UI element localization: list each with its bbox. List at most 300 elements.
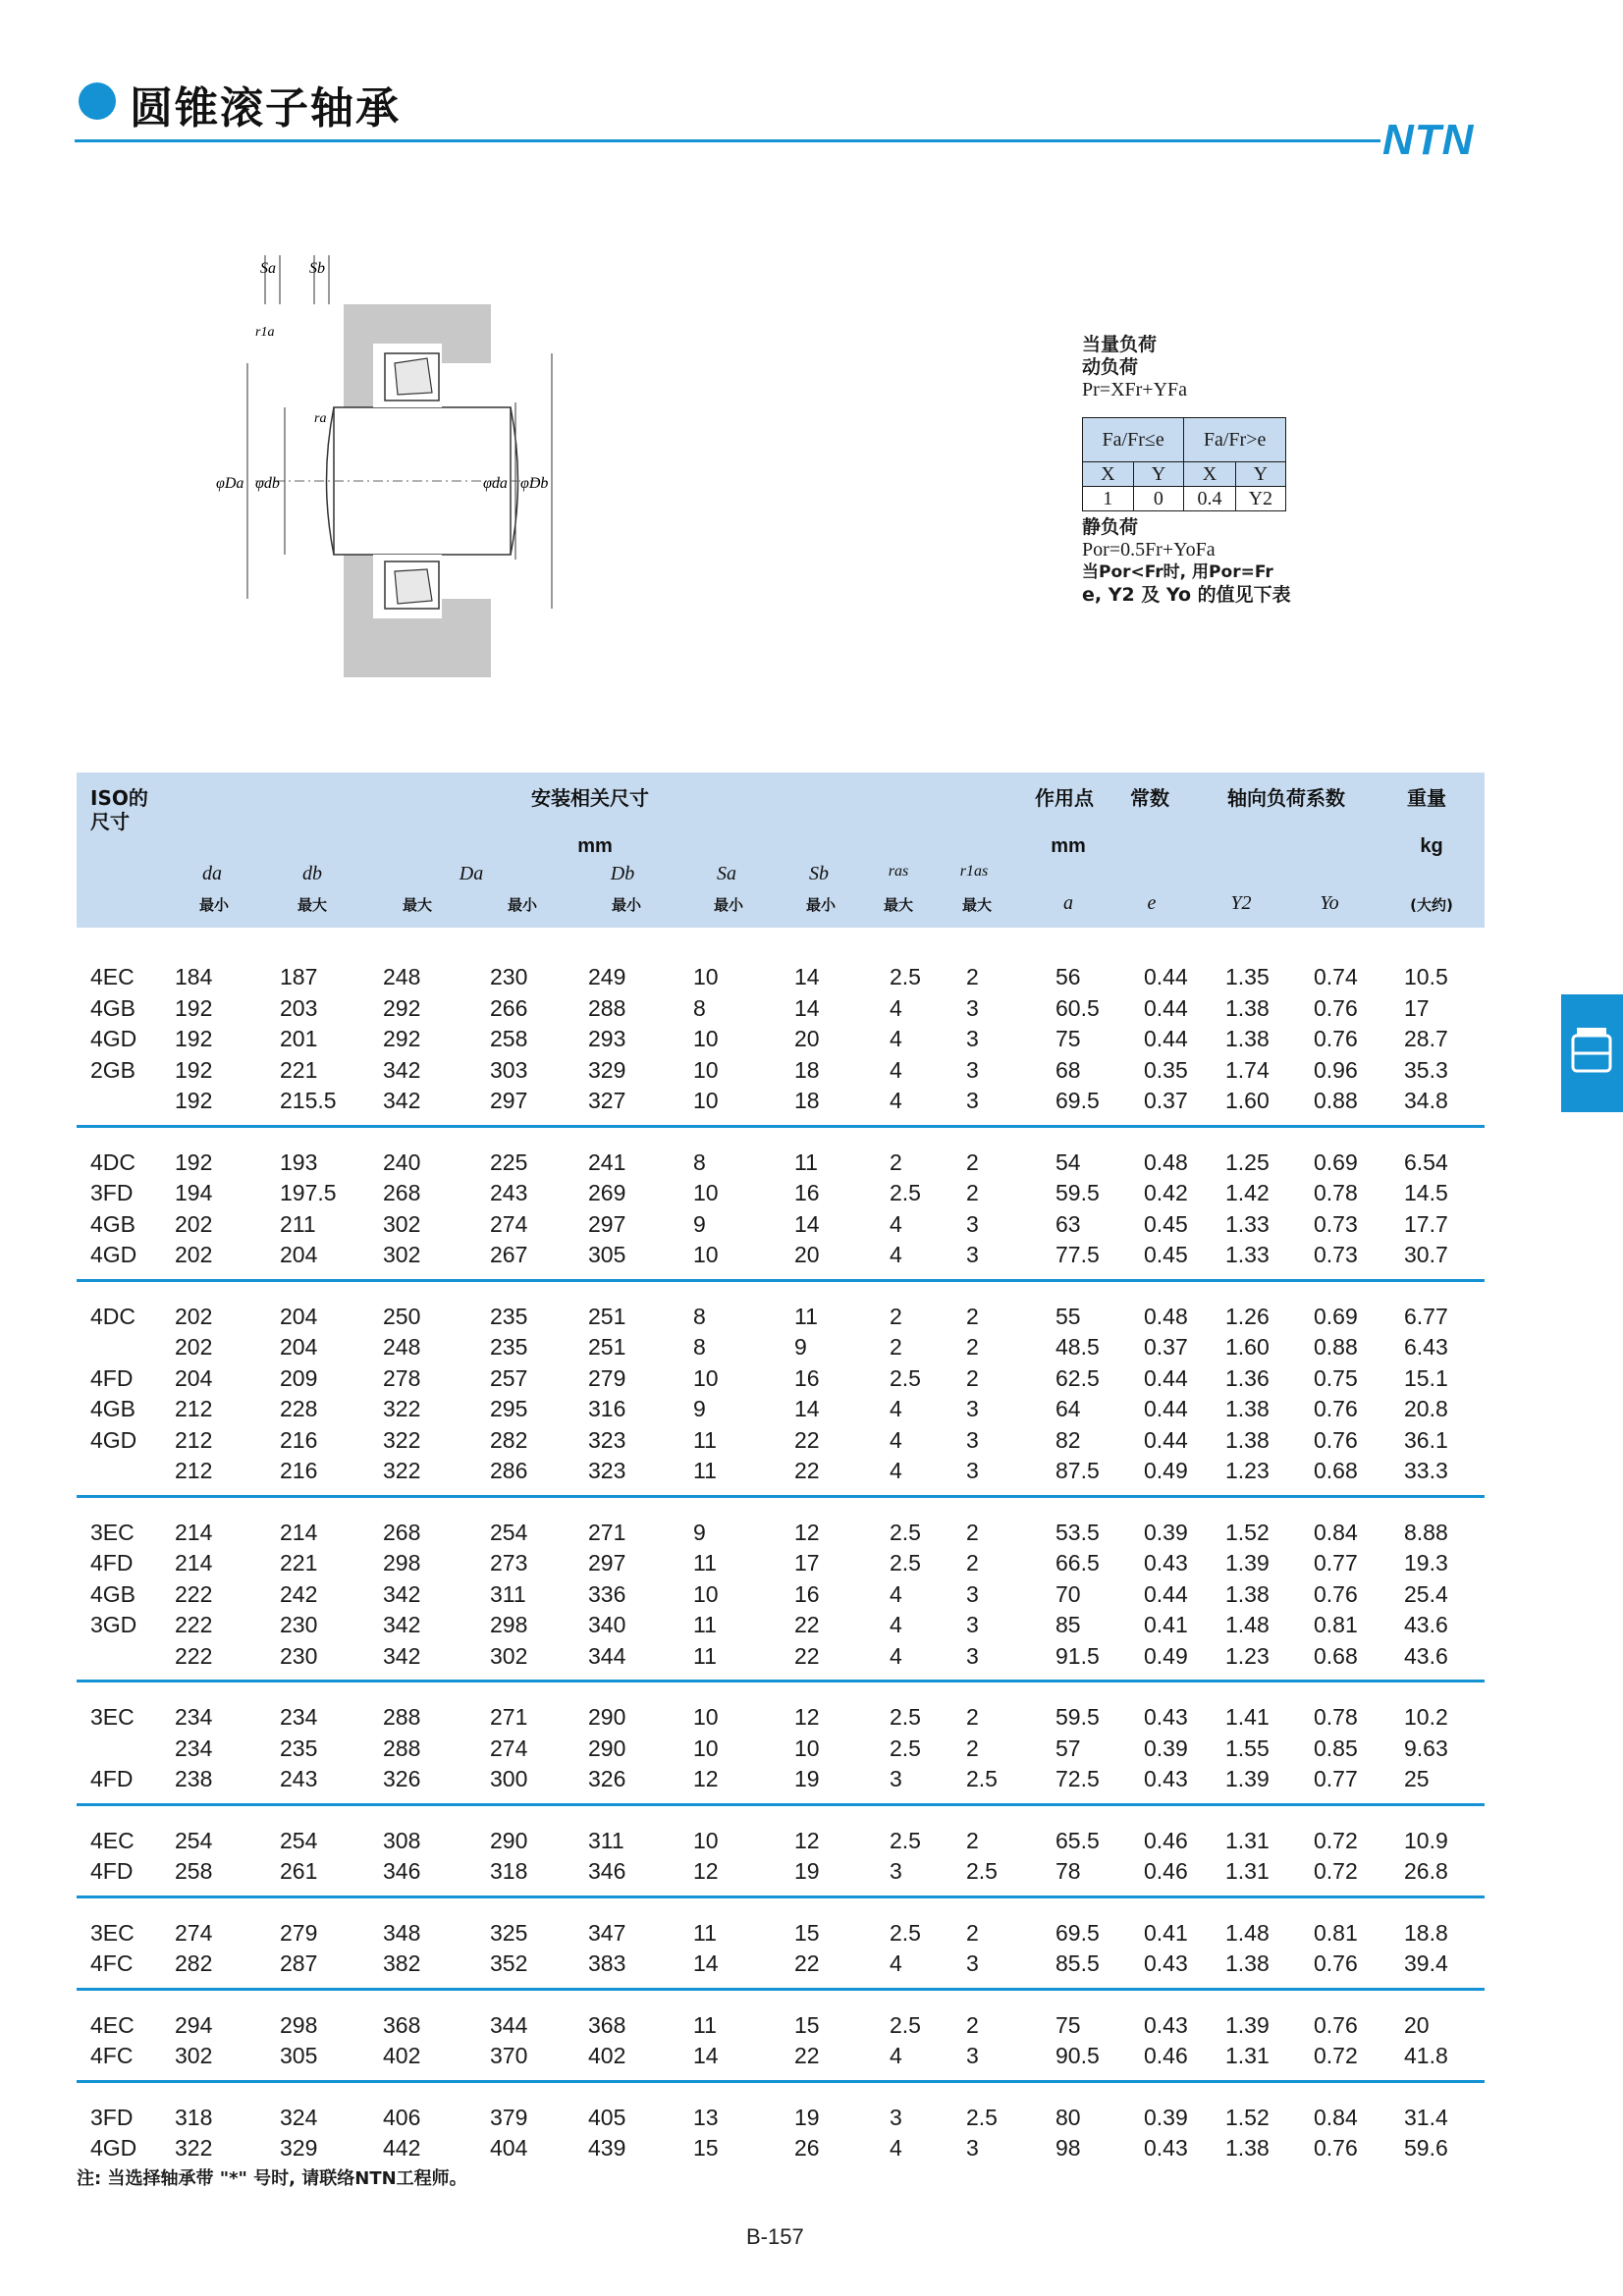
- table-cell: 2.5: [890, 1735, 921, 1761]
- table-cell: 1.26: [1225, 1303, 1270, 1329]
- table-cell: 4FD: [90, 1766, 134, 1791]
- table-cell: 316: [588, 1396, 626, 1421]
- table-cell: 4: [890, 1210, 902, 1237]
- table-cell: 1.39: [1225, 2011, 1270, 2038]
- table-row: [77, 962, 1485, 992]
- table-cell: 0.39: [1144, 2104, 1188, 2130]
- table-cell: 329: [280, 2135, 318, 2161]
- table-cell: 53.5: [1055, 1519, 1100, 1545]
- sym-ras: ras: [888, 863, 909, 880]
- table-cell: 3: [966, 1242, 979, 1267]
- table-cell: 2: [966, 1148, 979, 1175]
- table-cell: 65.5: [1055, 1827, 1100, 1853]
- table-cell: 3FD: [90, 2104, 134, 2130]
- table-cell: 3: [966, 1950, 979, 1976]
- table-cell: 324: [280, 2104, 318, 2130]
- table-cell: 25.4: [1404, 1580, 1448, 1607]
- sub-ras-max: 最大: [883, 896, 914, 914]
- table-cell: 0.96: [1314, 1056, 1358, 1083]
- table-cell: 4FD: [90, 1550, 134, 1575]
- table-cell: 2: [966, 1180, 979, 1205]
- table-cell: 26: [794, 2135, 820, 2161]
- table-cell: 0.84: [1314, 2104, 1358, 2130]
- table-cell: 14.5: [1404, 1180, 1448, 1205]
- col-y2: Y: [1235, 462, 1285, 487]
- table-cell: 404: [490, 2135, 528, 2161]
- table-row: [77, 1548, 1485, 1578]
- unit-mm-a: mm: [1051, 835, 1086, 857]
- table-cell: 203: [280, 994, 318, 1021]
- table-cell: 261: [280, 1858, 318, 1884]
- val-y1: 0: [1133, 487, 1184, 511]
- table-cell: 202: [175, 1334, 213, 1360]
- table-cell: 2.5: [890, 2011, 921, 2038]
- table-cell: 0.72: [1314, 2043, 1358, 2068]
- table-cell: 22: [794, 1642, 820, 1669]
- table-cell: 352: [490, 1950, 528, 1976]
- table-cell: 318: [175, 2104, 213, 2130]
- table-cell: 4: [890, 1056, 902, 1083]
- table-cell: 3: [966, 1642, 979, 1669]
- table-cell: 1.55: [1225, 1735, 1270, 1761]
- table-cell: 2: [966, 1827, 979, 1853]
- table-cell: 2: [966, 2011, 979, 2038]
- table-cell: 346: [588, 1858, 626, 1884]
- table-cell: 3: [966, 1056, 979, 1083]
- static-load-block: [1082, 516, 1377, 607]
- table-cell: 325: [490, 1919, 528, 1946]
- table-cell: 10: [693, 1056, 719, 1083]
- table-cell: 2.5: [890, 1364, 921, 1391]
- table-cell: 77.5: [1055, 1242, 1100, 1267]
- table-cell: 14: [794, 994, 820, 1021]
- table-cell: 0.43: [1144, 1704, 1188, 1730]
- table-cell: 4GB: [90, 994, 136, 1021]
- table-cell: 4: [890, 1026, 902, 1051]
- table-cell: 212: [175, 1458, 213, 1483]
- table-cell: 4DC: [90, 1148, 136, 1175]
- table-cell: 288: [383, 1704, 421, 1730]
- table-cell: 273: [490, 1550, 528, 1575]
- table-cell: 326: [588, 1766, 626, 1791]
- table-cell: 0.46: [1144, 1858, 1188, 1884]
- table-cell: 15: [794, 1919, 820, 1946]
- table-cell: 3GD: [90, 1612, 137, 1637]
- table-cell: 11: [693, 1612, 717, 1637]
- table-cell: 0.39: [1144, 1735, 1188, 1761]
- val-y2: Y2: [1235, 487, 1285, 511]
- table-cell: 12: [794, 1827, 820, 1853]
- table-cell: 192: [175, 1056, 213, 1083]
- mounting-diagram-svg: [216, 245, 579, 687]
- sub-da-min: 最小: [198, 896, 230, 914]
- table-cell: 20: [794, 1026, 820, 1051]
- table-cell: 36.1: [1404, 1426, 1448, 1453]
- table-cell: 241: [588, 1148, 626, 1175]
- table-cell: 290: [588, 1735, 626, 1761]
- table-cell: 1.35: [1225, 964, 1270, 989]
- table-cell: 11: [693, 1919, 717, 1946]
- table-cell: 297: [588, 1550, 626, 1575]
- header-weight: 重量: [1407, 786, 1446, 810]
- table-cell: 340: [588, 1612, 626, 1637]
- table-cell: 347: [588, 1919, 626, 1946]
- table-cell: 274: [175, 1919, 213, 1946]
- table-cell: 19: [794, 1858, 820, 1884]
- table-cell: 22: [794, 1458, 820, 1483]
- table-cell: 202: [175, 1210, 213, 1237]
- table-cell: 383: [588, 1950, 626, 1976]
- table-cell: 243: [280, 1766, 318, 1791]
- table-cell: 3: [966, 1088, 979, 1113]
- table-cell: 9: [794, 1334, 807, 1360]
- table-cell: 22: [794, 1426, 820, 1453]
- table-cell: 298: [490, 1612, 528, 1637]
- table-cell: 214: [175, 1519, 213, 1545]
- table-cell: 192: [175, 1088, 213, 1113]
- table-cell: 4GB: [90, 1396, 136, 1421]
- table-cell: 4: [890, 1642, 902, 1669]
- table-cell: 0.42: [1144, 1180, 1188, 1205]
- table-row: [77, 1764, 1485, 1794]
- table-cell: 295: [490, 1396, 528, 1421]
- table-cell: 72.5: [1055, 1766, 1100, 1791]
- table-cell: 56: [1055, 964, 1081, 989]
- table-cell: 1.39: [1225, 1766, 1270, 1791]
- table-cell: 4EC: [90, 964, 135, 989]
- table-cell: 10: [693, 964, 719, 989]
- label-Da: φDa: [216, 475, 244, 492]
- table-cell: 221: [280, 1056, 318, 1083]
- table-cell: 69.5: [1055, 1919, 1100, 1946]
- table-cell: 1.38: [1225, 1396, 1270, 1421]
- table-cell: 4: [890, 1426, 902, 1453]
- housing-shape-bottom: [442, 599, 491, 677]
- table-cell: 4GD: [90, 1026, 137, 1051]
- table-cell: 0.72: [1314, 1827, 1358, 1853]
- table-cell: 1.31: [1225, 1827, 1270, 1853]
- table-cell: 290: [588, 1704, 626, 1730]
- static-load-title: 静负荷: [1082, 516, 1139, 538]
- table-cell: 4GB: [90, 1210, 136, 1237]
- table-cell: 342: [383, 1580, 421, 1607]
- table-cell: 75: [1055, 1026, 1081, 1051]
- section-tab[interactable]: [1561, 994, 1623, 1112]
- table-row: [77, 2010, 1485, 2041]
- table-cell: 25: [1404, 1766, 1430, 1791]
- table-cell: 66.5: [1055, 1550, 1100, 1575]
- table-cell: 214: [280, 1519, 318, 1545]
- table-cell: 15: [794, 2011, 820, 2038]
- table-cell: 12: [693, 1858, 719, 1884]
- table-cell: 222: [175, 1642, 213, 1669]
- table-cell: 26.8: [1404, 1858, 1448, 1884]
- table-cell: 368: [383, 2011, 421, 2038]
- group-separator: [77, 1125, 1485, 1128]
- table-cell: 257: [490, 1364, 528, 1391]
- table-cell: 1.48: [1225, 1919, 1270, 1946]
- table-row: [77, 1456, 1485, 1486]
- table-cell: 43.6: [1404, 1612, 1448, 1637]
- sym-Yo: Yo: [1320, 892, 1339, 914]
- table-cell: 1.38: [1225, 1026, 1270, 1051]
- label-db: φdb: [255, 475, 280, 492]
- table-row: [77, 1024, 1485, 1054]
- table-cell: 4: [890, 1396, 902, 1421]
- table-cell: 204: [280, 1334, 318, 1360]
- footnote: 注: 当选择轴承带 "*" 号时, 请联络NTN工程师。: [77, 2168, 467, 2189]
- table-cell: 274: [490, 1210, 528, 1237]
- table-cell: 0.72: [1314, 1858, 1358, 1884]
- label-Db: φDb: [520, 475, 549, 492]
- group-separator: [77, 1896, 1485, 1898]
- table-cell: 0.49: [1144, 1642, 1188, 1669]
- table-cell: 382: [383, 1950, 421, 1976]
- table-cell: 0.76: [1314, 994, 1358, 1021]
- table-cell: 8: [693, 1303, 706, 1329]
- table-cell: 1.25: [1225, 1148, 1270, 1175]
- table-cell: 0.88: [1314, 1088, 1358, 1113]
- header-mounting-dims: 安装相关尺寸: [531, 786, 649, 810]
- table-cell: 39.4: [1404, 1950, 1448, 1976]
- table-cell: 212: [175, 1396, 213, 1421]
- table-cell: 348: [383, 1919, 421, 1946]
- table-row: [77, 1579, 1485, 1610]
- table-cell: 0.43: [1144, 1550, 1188, 1575]
- table-cell: 0.73: [1314, 1210, 1358, 1237]
- table-cell: 302: [490, 1642, 528, 1669]
- table-cell: 1.31: [1225, 1858, 1270, 1884]
- table-cell: 266: [490, 994, 528, 1021]
- table-cell: 342: [383, 1612, 421, 1637]
- table-cell: 405: [588, 2104, 626, 2130]
- table-cell: 271: [490, 1704, 528, 1730]
- sym-Sb: Sb: [809, 863, 829, 884]
- cond-gt-e: Fa/Fr>e: [1184, 418, 1286, 462]
- table-cell: 3: [966, 1458, 979, 1483]
- table-cell: 62.5: [1055, 1364, 1100, 1391]
- table-cell: 235: [490, 1303, 528, 1329]
- table-cell: 2.5: [966, 1858, 998, 1884]
- table-cell: 379: [490, 2104, 528, 2130]
- table-cell: 282: [490, 1426, 528, 1453]
- table-cell: 344: [490, 2011, 528, 2038]
- table-cell: 82: [1055, 1426, 1081, 1453]
- sym-Sa: Sa: [717, 863, 736, 884]
- table-cell: 10: [693, 1735, 719, 1761]
- table-cell: 214: [175, 1550, 213, 1575]
- table-cell: 250: [383, 1303, 421, 1329]
- table-cell: 3: [890, 1858, 902, 1884]
- table-cell: 3: [966, 2043, 979, 2068]
- table-cell: 258: [490, 1026, 528, 1051]
- table-cell: 1.23: [1225, 1458, 1270, 1483]
- table-cell: 0.88: [1314, 1334, 1358, 1360]
- table-cell: 31.4: [1404, 2104, 1448, 2130]
- group-separator: [77, 2080, 1485, 2083]
- table-cell: 204: [175, 1364, 213, 1391]
- table-row: [77, 1302, 1485, 1332]
- table-cell: 57: [1055, 1735, 1081, 1761]
- table-cell: 0.43: [1144, 2135, 1188, 2161]
- table-cell: 342: [383, 1642, 421, 1669]
- table-cell: 318: [490, 1858, 528, 1884]
- page-number: B-157: [746, 2224, 804, 2249]
- table-cell: 2.5: [890, 1704, 921, 1730]
- table-cell: 230: [280, 1642, 318, 1669]
- unit-mm: mm: [577, 835, 613, 857]
- table-cell: 0.77: [1314, 1766, 1358, 1791]
- equivalent-load-block: [1082, 334, 1337, 401]
- table-cell: 2GB: [90, 1056, 136, 1083]
- table-cell: 235: [280, 1735, 318, 1761]
- table-cell: 10: [693, 1364, 719, 1391]
- table-cell: 342: [383, 1056, 421, 1083]
- table-cell: 4EC: [90, 1827, 135, 1853]
- table-cell: 230: [490, 964, 528, 989]
- table-cell: 11: [693, 1642, 717, 1669]
- table-cell: 10: [693, 1088, 719, 1113]
- table-row: [77, 1055, 1485, 1086]
- table-cell: 0.81: [1314, 1919, 1358, 1946]
- table-cell: 3: [966, 1210, 979, 1237]
- table-cell: 12: [693, 1766, 719, 1791]
- table-cell: 15: [693, 2135, 719, 2161]
- table-cell: 303: [490, 1056, 528, 1083]
- sub-Db-min: 最小: [611, 896, 642, 914]
- table-cell: 192: [175, 1148, 213, 1175]
- sym-e: e: [1147, 892, 1157, 914]
- table-row: [77, 1641, 1485, 1672]
- table-cell: 0.48: [1144, 1148, 1188, 1175]
- table-cell: 268: [383, 1180, 421, 1205]
- table-cell: 14: [794, 964, 820, 989]
- table-cell: 0.44: [1144, 1426, 1188, 1453]
- table-cell: 11: [693, 1426, 717, 1453]
- table-cell: 19: [794, 2104, 820, 2130]
- group-separator: [77, 1495, 1485, 1498]
- header-constant: 常数: [1130, 786, 1169, 810]
- table-cell: 1.60: [1225, 1334, 1270, 1360]
- table-cell: 251: [588, 1334, 626, 1360]
- group-separator: [77, 1680, 1485, 1682]
- table-cell: 1.31: [1225, 2043, 1270, 2068]
- table-cell: 288: [588, 994, 626, 1021]
- table-cell: 305: [588, 1242, 626, 1267]
- table-cell: 311: [490, 1580, 526, 1607]
- table-cell: 0.74: [1314, 964, 1358, 989]
- sym-da: da: [202, 863, 222, 884]
- table-cell: 406: [383, 2104, 421, 2130]
- title-rule: [75, 139, 1380, 142]
- table-cell: 0.69: [1314, 1303, 1358, 1329]
- table-cell: 4: [890, 2043, 902, 2068]
- table-cell: 10: [794, 1735, 820, 1761]
- table-cell: 238: [175, 1766, 213, 1791]
- table-cell: 0.44: [1144, 964, 1188, 989]
- table-row: [77, 1240, 1485, 1270]
- table-row: [77, 993, 1485, 1024]
- header-load-point: 作用点: [1035, 786, 1094, 810]
- table-cell: 215.5: [280, 1088, 337, 1113]
- table-cell: 322: [383, 1396, 421, 1421]
- table-cell: 4: [890, 1242, 902, 1267]
- table-cell: 18.8: [1404, 1919, 1448, 1946]
- table-cell: 0.46: [1144, 2043, 1188, 2068]
- sym-a: a: [1063, 892, 1073, 914]
- table-cell: 9: [693, 1396, 706, 1421]
- table-cell: 329: [588, 1056, 626, 1083]
- table-cell: 1.38: [1225, 1950, 1270, 1976]
- table-cell: 0.37: [1144, 1334, 1188, 1360]
- table-cell: 17: [1404, 994, 1430, 1021]
- table-cell: 16: [794, 1580, 820, 1607]
- table-cell: 290: [490, 1827, 528, 1853]
- table-row: [77, 1394, 1485, 1424]
- table-cell: 0.76: [1314, 1426, 1358, 1453]
- table-cell: 22: [794, 2043, 820, 2068]
- table-cell: 1.52: [1225, 1519, 1270, 1545]
- table-row: [77, 1363, 1485, 1394]
- table-cell: 18: [794, 1088, 820, 1113]
- table-cell: 235: [490, 1334, 528, 1360]
- table-cell: 55: [1055, 1303, 1081, 1329]
- table-cell: 0.43: [1144, 1950, 1188, 1976]
- equiv-load-title: 当量负荷: [1082, 334, 1158, 355]
- table-cell: 0.76: [1314, 1580, 1358, 1607]
- table-cell: 368: [588, 2011, 626, 2038]
- table-cell: 4GD: [90, 2135, 137, 2161]
- table-cell: 302: [383, 1210, 421, 1237]
- table-cell: 1.74: [1225, 1056, 1270, 1083]
- table-cell: 2: [966, 964, 979, 989]
- table-cell: 240: [383, 1148, 421, 1175]
- table-cell: 4DC: [90, 1303, 136, 1329]
- table-cell: 292: [383, 994, 421, 1021]
- table-cell: 302: [175, 2043, 213, 2068]
- table-cell: 230: [280, 1612, 318, 1637]
- table-cell: 0.35: [1144, 1056, 1188, 1083]
- table-cell: 0.77: [1314, 1550, 1358, 1575]
- table-cell: 209: [280, 1364, 318, 1391]
- table-cell: 6.54: [1404, 1148, 1448, 1175]
- header-axial-factor: 轴向负荷系数: [1227, 786, 1345, 810]
- table-cell: 222: [175, 1612, 213, 1637]
- table-cell: 2.5: [890, 964, 921, 989]
- sym-Y2: Y2: [1230, 892, 1252, 914]
- table-cell: 59.6: [1404, 2135, 1448, 2161]
- table-cell: 248: [383, 1334, 421, 1360]
- table-row: [77, 1086, 1485, 1116]
- table-cell: 19.3: [1404, 1550, 1448, 1575]
- table-cell: 54: [1055, 1148, 1081, 1175]
- table-cell: 292: [383, 1026, 421, 1051]
- table-cell: 10: [693, 1026, 719, 1051]
- table-cell: 14: [794, 1396, 820, 1421]
- table-cell: 2.5: [890, 1919, 921, 1946]
- table-cell: 204: [280, 1303, 318, 1329]
- table-cell: 3FD: [90, 1180, 134, 1205]
- table-cell: 0.44: [1144, 1026, 1188, 1051]
- table-cell: 1.38: [1225, 1580, 1270, 1607]
- table-cell: 63: [1055, 1210, 1081, 1237]
- table-cell: 274: [490, 1735, 528, 1761]
- table-cell: 311: [588, 1827, 624, 1853]
- table-cell: 41.8: [1404, 2043, 1448, 2068]
- table-cell: 2: [966, 1334, 979, 1360]
- table-cell: 8: [693, 994, 706, 1021]
- table-cell: 3: [890, 2104, 902, 2130]
